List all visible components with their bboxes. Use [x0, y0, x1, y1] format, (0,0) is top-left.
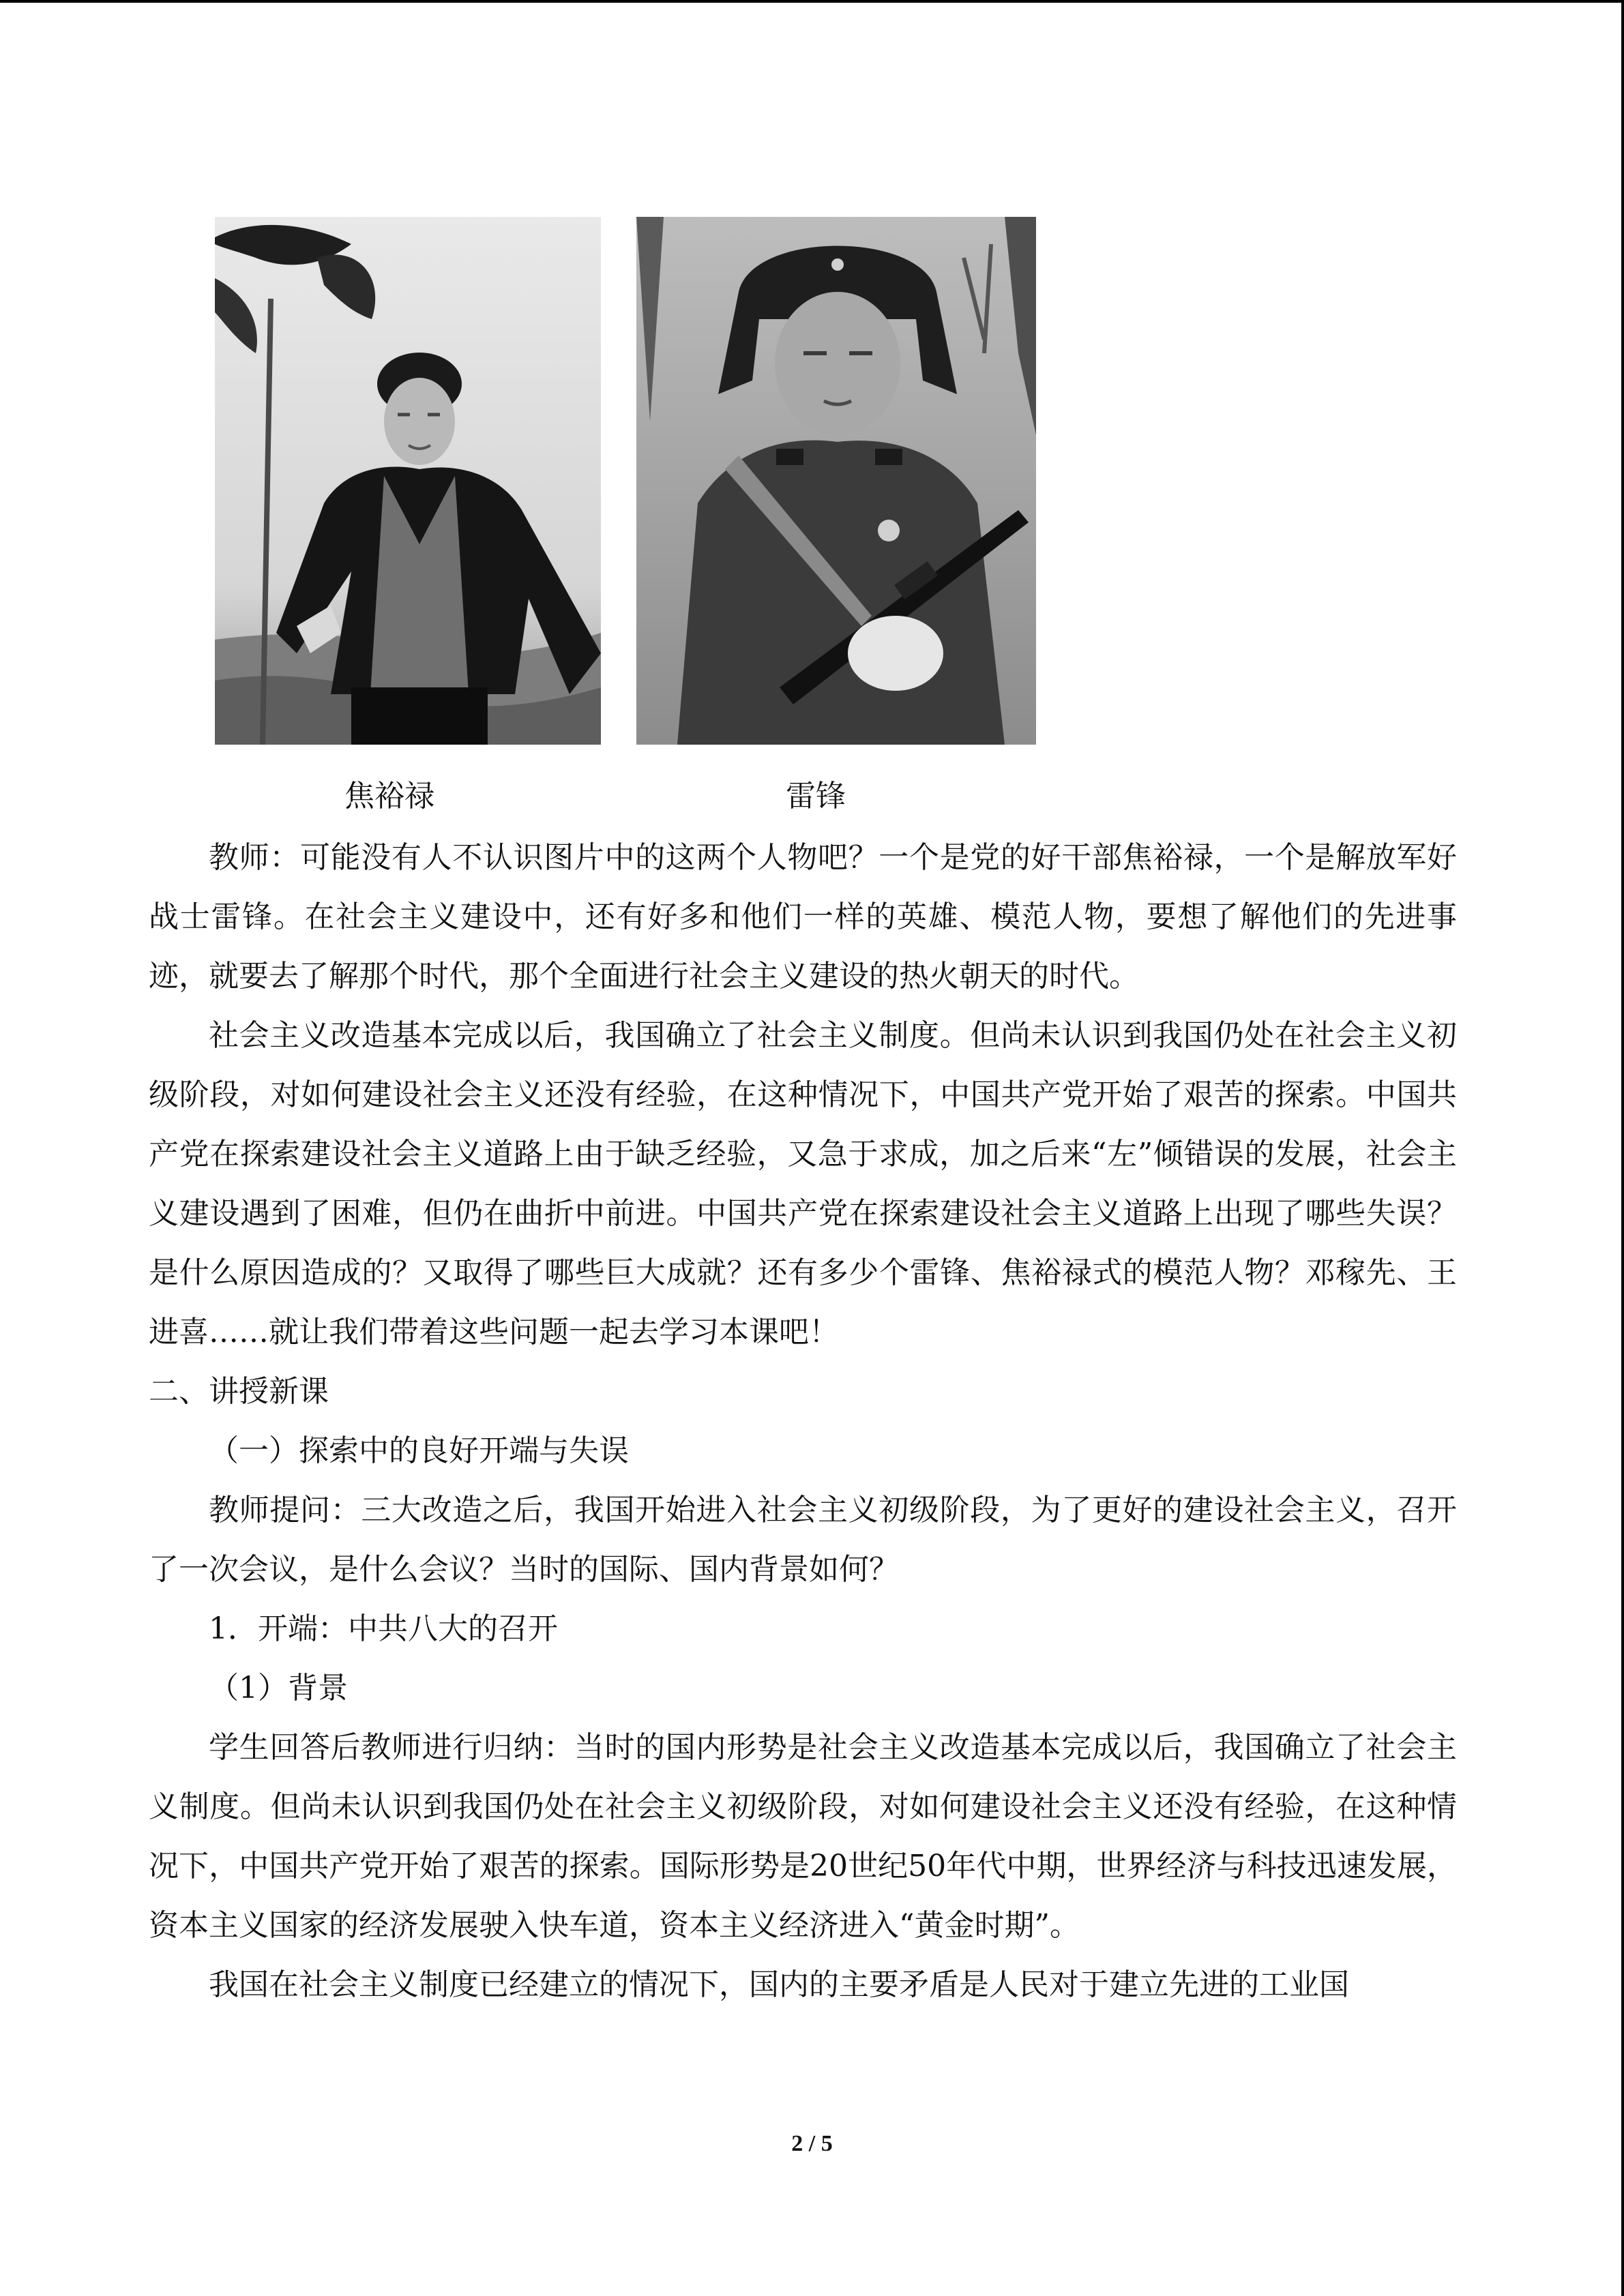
page-border-right: [1621, 0, 1624, 2296]
photo-jiao-yulu: [215, 217, 601, 745]
caption-lei-feng: 雷锋: [786, 779, 846, 814]
photo-lei-feng: [636, 217, 1036, 745]
paragraph-teacher-intro: 教师：可能没有人不认识图片中的这两个人物吧？一个是党的好干部焦裕禄，一个是解放军好战士雷锋。在社会主义建设中，还有好多和他们一样的英雄、模范人物，要想了解他们的先进事迹，就要去了解那个时代，那个全面进行社会主义建设的热火朝天的时代。: [149, 840, 1457, 994]
caption-jiao-yulu: 焦裕禄: [344, 779, 434, 814]
paragraph-background-overview: 社会主义改造基本完成以后，我国确立了社会主义制度。但尚未认识到我国仍处在社会主义初级阶段，对如何建设社会主义还没有经验，在这种情况下，中国共产党开始了艰苦的探索。中国共产党在探索建设社会主义道路上由于缺乏经验，又急于求成，加之后来“左”倾错误的发展，社会主义建设遇到了困难，但仍在曲折中前进。中国共产党在探索建设社会主义道路上出现了哪些失误？是什么原因造成的？又取得了哪些巨大成就？还有多少个雷锋、焦裕禄式的模范人物？邓稼先、王进喜……就让我们带着这些问题一起去学习本课吧！: [149, 1018, 1458, 1350]
paragraph-main-contradiction: 我国在社会主义制度已经建立的情况下，国内的主要矛盾是人民对于建立先进的工业国: [209, 1967, 1349, 2002]
paragraph-student-summary: 学生回答后教师进行归纳：当时的国内形势是社会主义改造基本完成以后，我国确立了社会主义制度。但尚未认识到我国仍处在社会主义初级阶段，对如何建设社会主义还没有经验，在这种情况下，中国共产党开始了艰苦的探索。国际形势是20世纪50年代中期，世界经济与科技迅速发展，资本主义国家的经济发展驶入快车道，资本主义经济进入“黄金时期”。: [149, 1730, 1457, 1943]
item-heading-background: （1）背景: [209, 1671, 348, 1705]
paragraph-teacher-question: 教师提问：三大改造之后，我国开始进入社会主义初级阶段，为了更好的建设社会主义，召开了一次会议，是什么会议？当时的国际、国内背景如何？: [149, 1493, 1457, 1587]
page-number: 2 / 5: [791, 2131, 833, 2156]
subsection-heading-good-start: （一）探索中的良好开端与失误: [209, 1433, 629, 1468]
item-heading-eighth-congress: 1．开端：中共八大的召开: [209, 1611, 558, 1646]
section-heading-new-lesson: 二、讲授新课: [149, 1374, 329, 1409]
document-body: [149, 828, 1457, 2014]
page-border-top: [0, 0, 1624, 3]
